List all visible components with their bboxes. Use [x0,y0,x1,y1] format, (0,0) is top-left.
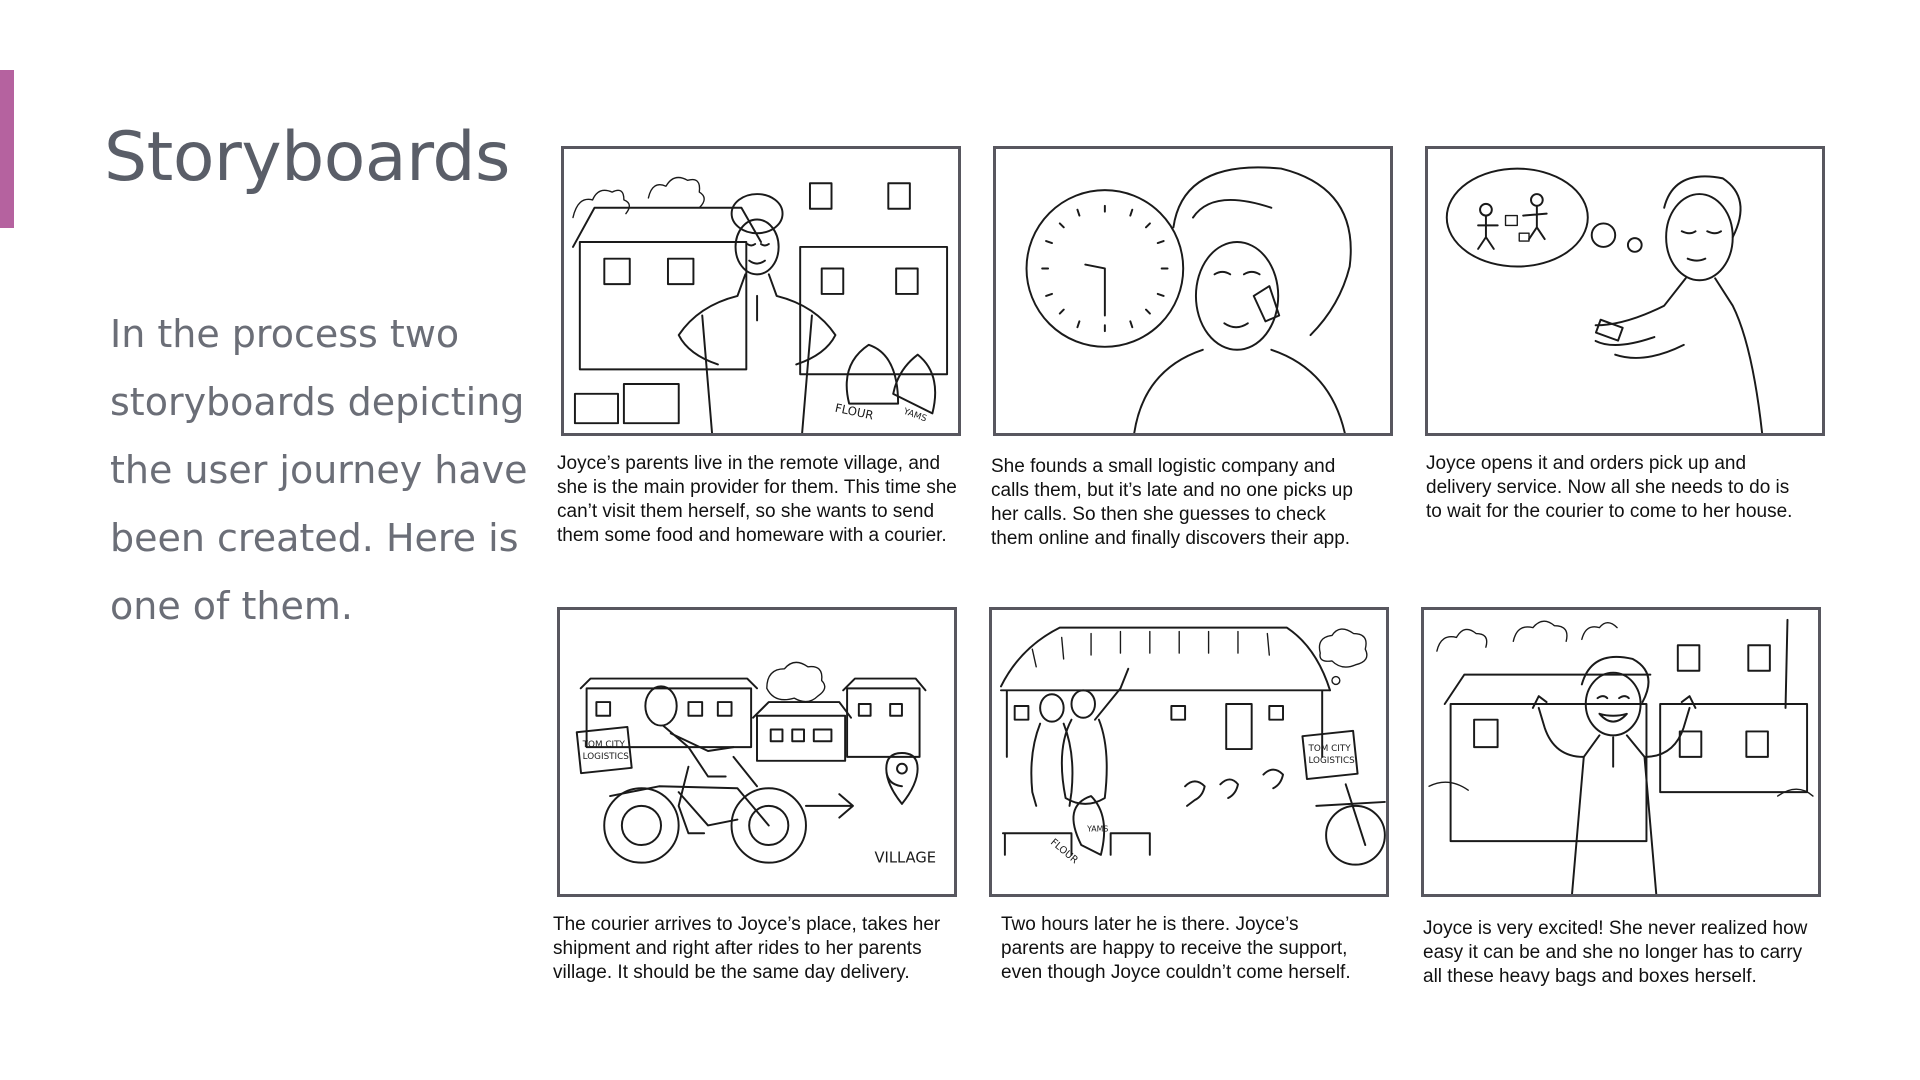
intro-text: In the process two storyboards depicting the user journey have been created. Here is one of them. [110,312,528,628]
panel-2-caption: She founds a small logistic company and calls them, but it’s late and no one picks up her calls. So then she guesses to check them online and finally discovers their app. [991,456,1353,549]
panel-4-caption: The courier arrives to Joyce’s place, takes her shipment and right after rides to her parents village. It should be the same day delivery. [553,914,941,983]
panel-3-sketch [1428,149,1822,433]
courier-box-label-3: TOM CITY [1308,744,1351,755]
storyboard-panel-5 [989,607,1389,897]
courier-box-label-4: LOGISTICS [1308,755,1355,766]
panel-6-sketch [1424,610,1818,894]
panel-4-sketch [560,610,954,894]
slide-title: Storyboards [104,118,510,197]
courier-box-label-2: LOGISTICS [582,751,629,762]
flour-label: FLOUR [833,400,875,423]
storyboard-panel-3 [1425,146,1825,436]
panel-3-caption: Joyce opens it and orders pick up and delivery service. Now all she needs to do is to wait for the courier to come to her house. [1426,453,1793,522]
storyboard-panel-2 [993,146,1393,436]
storyboard-panel-4 [557,607,957,897]
panel-6-caption: Joyce is very excited! She never realized how easy it can be and she no longer has to carry all these heavy bags and boxes herself. [1423,918,1808,987]
village-label: VILLAGE [874,849,936,867]
panel-1-sketch [564,149,958,433]
panel-1-caption: Joyce’s parents live in the remote village, and she is the main provider for them. This time she can’t visit them herself, so she wants to send them some food and homeware with a courier. [557,453,957,546]
yams-label-2: YAMS [1087,824,1109,834]
storyboard-panel-1 [561,146,961,436]
flour-label-2: FLOUR [1048,836,1080,867]
panel-5-sketch [992,610,1386,894]
courier-box-label-1: TOM CITY [582,740,625,751]
panel-2-sketch [996,149,1390,433]
accent-bar [0,70,14,228]
storyboard-panel-6 [1421,607,1821,897]
yams-label: YAMS [901,406,928,425]
panel-5-caption: Two hours later he is there. Joyce’s parents are happy to receive the support, even though Joyce couldn’t come herself. [1001,914,1351,983]
